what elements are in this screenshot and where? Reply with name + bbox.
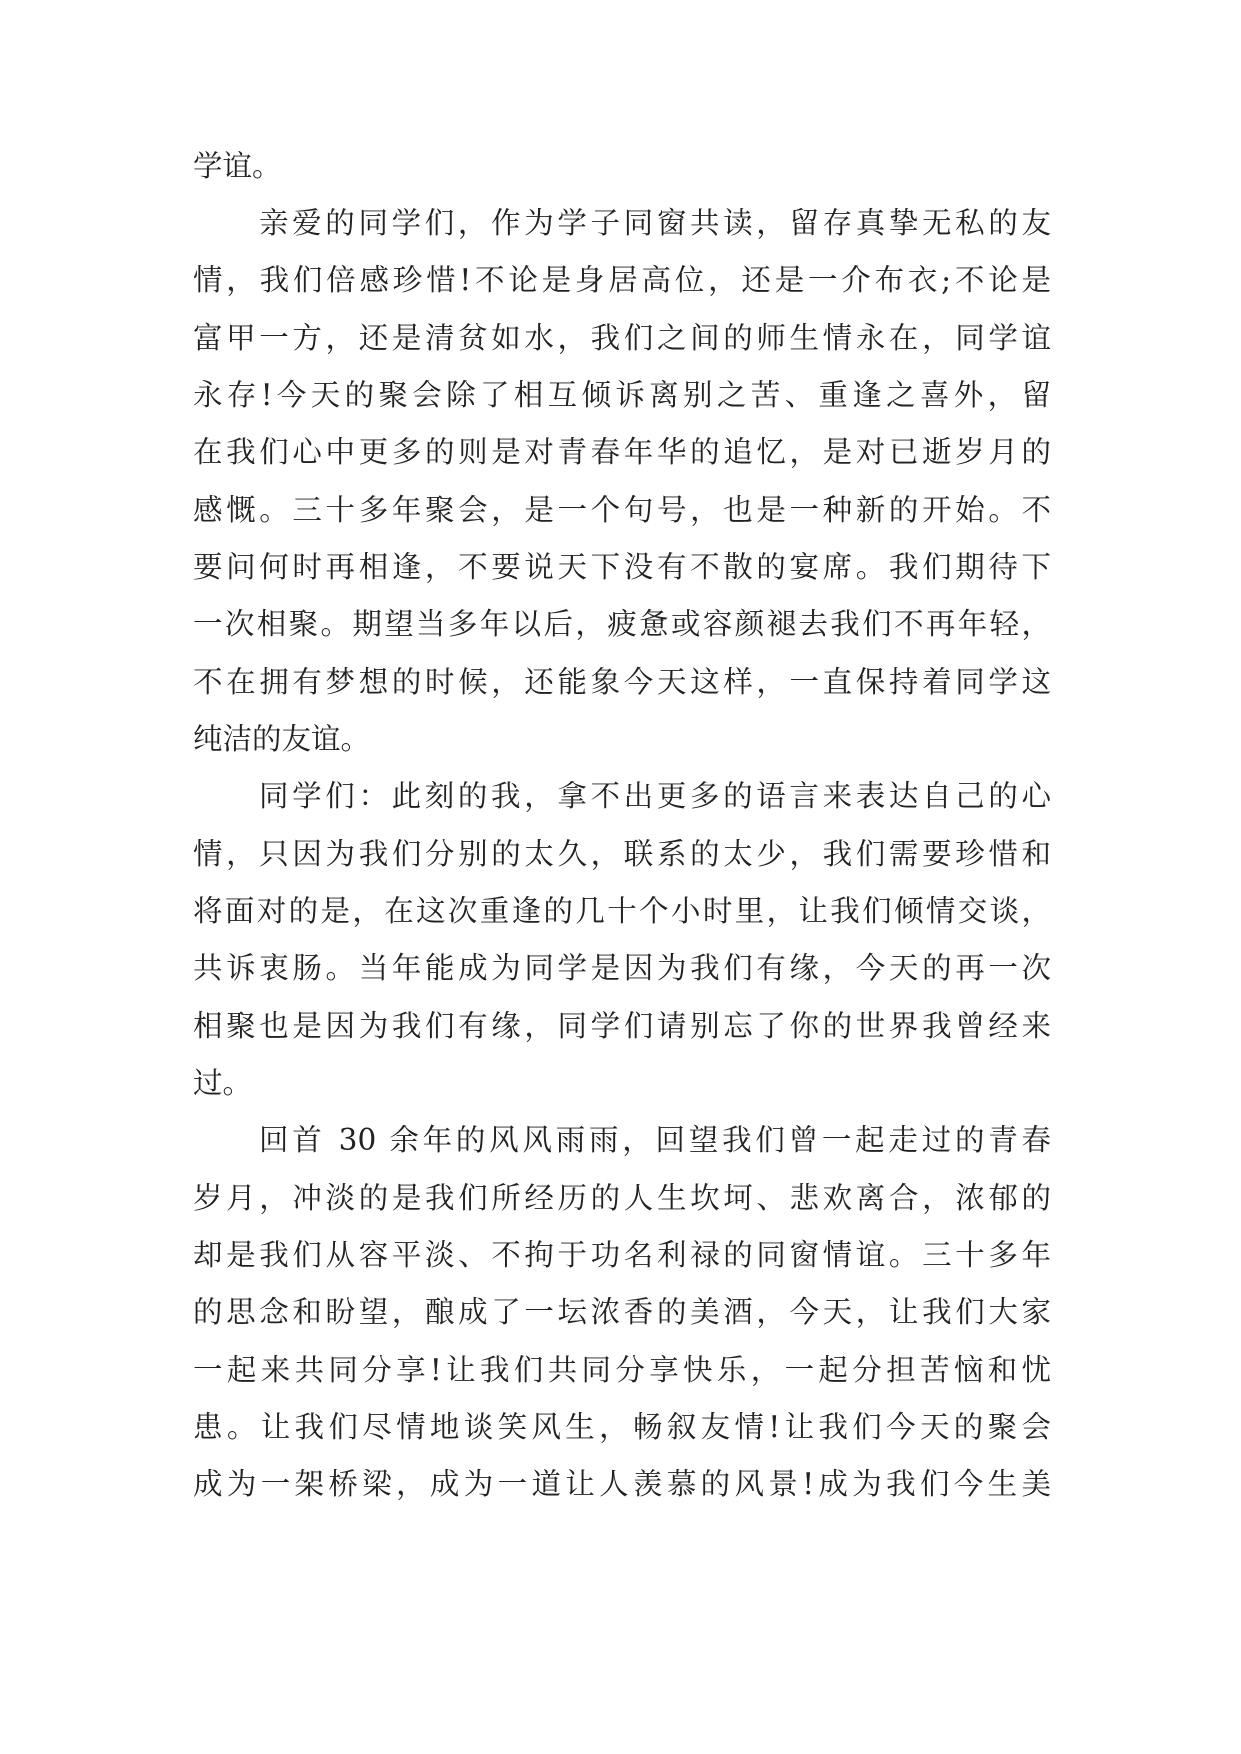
text-line: 一次相聚。期望当多年以后，疲惫或容颜褪去我们不再年轻， bbox=[193, 607, 1051, 641]
text-line: 岁月，冲淡的是我们所经历的人生坎坷、悲欢离合，浓郁的 bbox=[193, 1181, 1051, 1215]
text-line: 不在拥有梦想的时候，还能象今天这样，一直保持着同学这 bbox=[193, 665, 1051, 699]
text-line: 情，只因为我们分别的太久，联系的太少，我们需要珍惜和 bbox=[193, 837, 1051, 871]
text-line: 同学们：此刻的我，拿不出更多的语言来表达自己的心 bbox=[259, 779, 1051, 813]
text-line: 的思念和盼望，酿成了一坛浓香的美酒，今天，让我们大家 bbox=[193, 1295, 1051, 1329]
text-line: 情，我们倍感珍惜!不论是身居高位，还是一介布衣;不论是 bbox=[193, 263, 1051, 297]
text-line: 富甲一方，还是清贫如水，我们之间的师生情永在，同学谊 bbox=[193, 321, 1051, 355]
text-line: 共诉衷肠。当年能成为同学是因为我们有缘，今天的再一次 bbox=[193, 951, 1051, 985]
text-line: 亲爱的同学们，作为学子同窗共读，留存真挚无私的友 bbox=[259, 206, 1051, 240]
text-line: 学谊。 bbox=[193, 149, 282, 183]
text-line: 相聚也是因为我们有缘，同学们请别忘了你的世界我曾经来 bbox=[193, 1009, 1051, 1043]
text-line: 一起来共同分享!让我们共同分享快乐，一起分担苦恼和忧 bbox=[193, 1353, 1051, 1387]
text-line: 患。让我们尽情地谈笑风生，畅叙友情!让我们今天的聚会 bbox=[193, 1410, 1051, 1444]
text-line: 永存!今天的聚会除了相互倾诉离别之苦、重逢之喜外，留 bbox=[193, 378, 1051, 412]
text-line: 在我们心中更多的则是对青春年华的追忆，是对已逝岁月的 bbox=[193, 435, 1051, 469]
text-line: 回首 30 余年的风风雨雨，回望我们曾一起走过的青春 bbox=[259, 1123, 1051, 1157]
text-line: 将面对的是，在这次重逢的几十个小时里，让我们倾情交谈， bbox=[193, 894, 1051, 928]
text-line: 纯洁的友谊。 bbox=[193, 722, 371, 756]
text-line: 成为一架桥梁，成为一道让人羡慕的风景!成为我们今生美 bbox=[193, 1467, 1051, 1501]
text-line: 却是我们从容平淡、不拘于功名利禄的同窗情谊。三十多年 bbox=[193, 1238, 1051, 1272]
text-line: 感慨。三十多年聚会，是一个句号，也是一种新的开始。不 bbox=[193, 493, 1051, 527]
text-line: 过。 bbox=[193, 1066, 253, 1100]
text-line: 要问何时再相逢，不要说天下没有不散的宴席。我们期待下 bbox=[193, 550, 1051, 584]
